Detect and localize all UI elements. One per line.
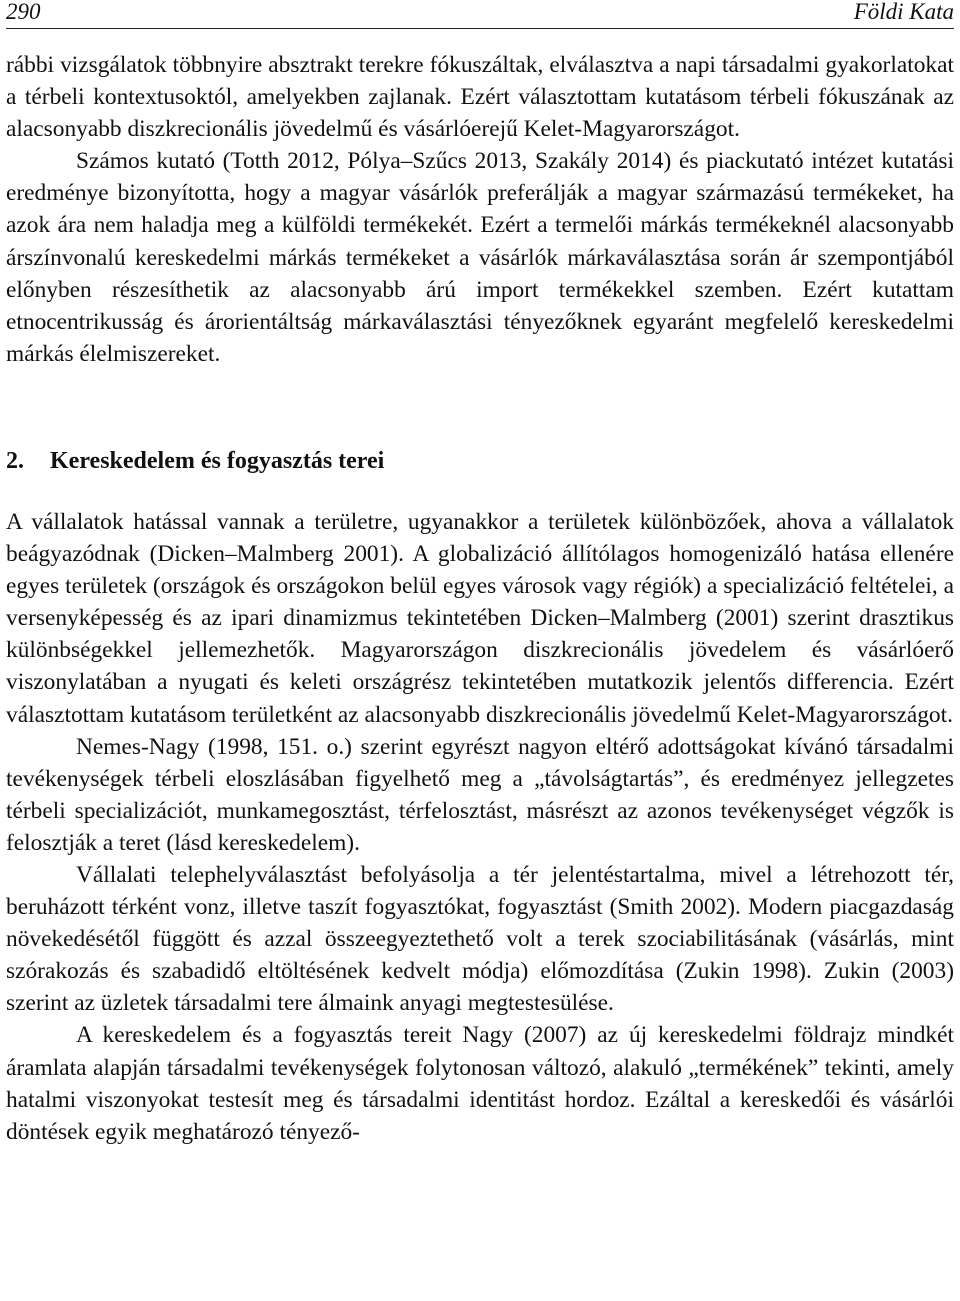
section-title: Kereskedelem és fogyasztás terei [50, 447, 385, 474]
running-head-author: Földi Kata [853, 0, 954, 24]
section-heading [6, 446, 954, 476]
section-number: 2. [6, 447, 24, 474]
document-page [6, 0, 954, 1301]
paragraph: Nemes-Nagy (1998, 151. o.) szerint egyrészt nagyon eltérő adottságokat kívánó társadalmi tevékenységek térbeli eloszlásában figyelhető meg a „távolságtartás”, és eredményez jellegzetes térbeli specializációt, munkamegosztást, térfelosztást, másrészt az azonos tevékenységet végzők is felosztják a teret (lásd kereskedelem). [6, 733, 954, 856]
page-number: 290 [6, 0, 41, 24]
paragraph: Számos kutató (Totth 2012, Pólya–Szűcs 2013, Szakály 2014) és piackutató intézet kutatási eredménye bizonyította, hogy a magyar vásárlók preferálják a magyar származású termékeket, ha azok ára nem haladja meg a külföldi termékekét. Ezért a termelői márkás termékeknél alacsonyabb árszínvonalú kereskedelmi márkás termékeket a vásárlók márkaválasztása során ár szempontjából előnyben részesíthetik az alacsonyabb árú import termékekkel szemben. Ezért kutattam etnocentrikusság és árorientáltság márkaválasztási tényezőknek egyaránt megfelelő kereskedelmi márkás élelmiszereket. [6, 148, 954, 367]
body-text [6, 49, 954, 1148]
paragraph: A vállalatok hatással vannak a területre, ugyanakkor a területek különbözőek, ahova a vállalatok beágyazódnak (Dicken–Malmberg 2001). A globalizáció állítólagos homogenizáló hatása ellenére egyes területek (országok és országokon belül egyes városok vagy régiók) a specializáció feltételei, a versenyképesség és az ipari dinamizmus tekintetében Dicken–Malmberg (2001) szerint drasztikus különbségekkel jellemezhetők. Magyarországon diszkrecionális jövedelem és vásárlóerő viszonylatában a nyugati és keleti országrész tekintetében mutatkozik jelentős differencia. Ezért választottam kutatásom területként az alacsonyabb diszkrecionális jövedelmű Kelet-Magyarországot. [6, 508, 954, 728]
running-header [6, 0, 954, 29]
paragraph: rábbi vizsgálatok többnyire absztrakt terekre fókuszáltak, elválasztva a napi társadalmi gyakorlatokat a térbeli kontextusoktól, amelyekben zajlanak. Ezért választottam kutatásom térbeli fókuszának az alacsonyabb diszkrecionális jövedelmű és vásárlóerejű Kelet-Magyarországot. [6, 52, 954, 143]
paragraph: Vállalati telephelyválasztást befolyásolja a tér jelentéstartalma, mivel a létrehozott tér, beruházott térként vonz, illetve taszít fogyasztókat, fogyasztást (Smith 2002). Modern piacgazdaság növekedésétől függött és azzal összeegyeztethető volt a terek szociabilitásának (vásárlás, mint szórakozás és szabadidő eltöltésének kedvelt módja) előmozdítása (Zukin 1998). Zukin (2003) szerint az üzletek társadalmi tere álmaink anyagi megtestesülése. [6, 861, 954, 1017]
paragraph: A kereskedelem és a fogyasztás tereit Nagy (2007) az új kereskedelmi földrajz mindkét áramlata alapján társadalmi tevékenységek folytonosan változó, alakuló „termékének” tekinti, amely hatalmi viszonyokat testesít meg és társadalmi identitást hordoz. Ezáltal a kereskedői és vásárlói döntések egyik meghatározó tényező- [6, 1022, 954, 1145]
